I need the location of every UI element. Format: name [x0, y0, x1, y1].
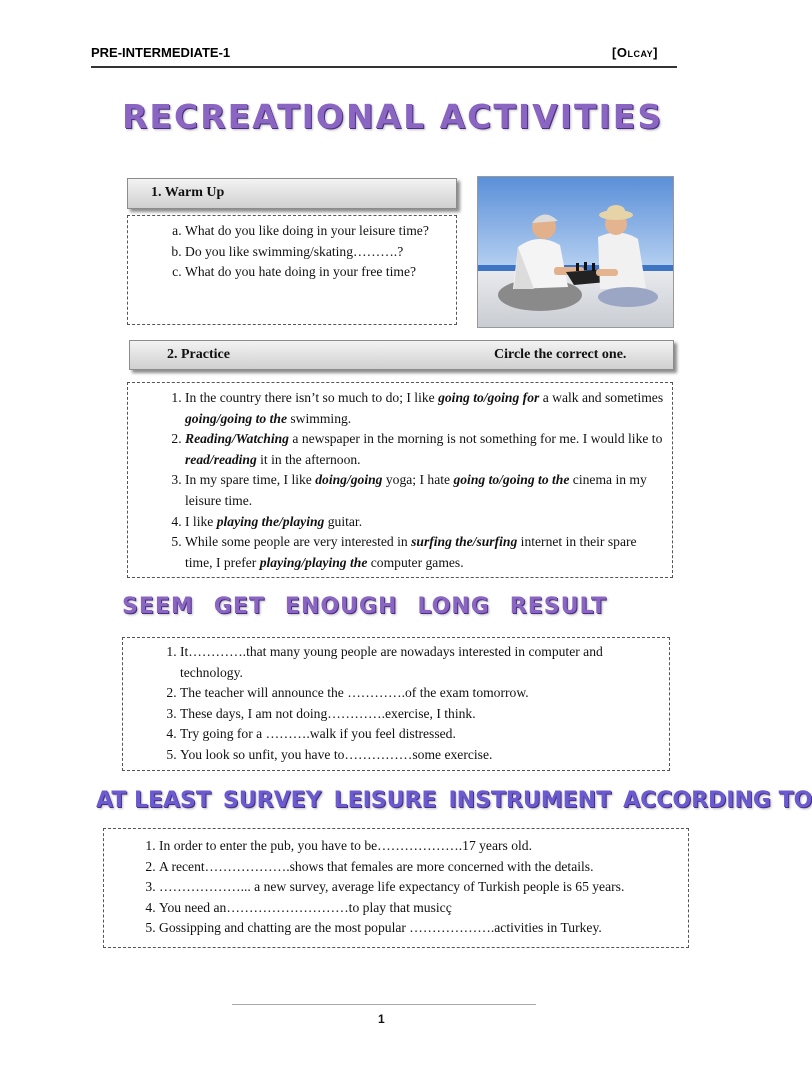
warmup-question-box: [127, 215, 457, 325]
warmup-heading-bar: [127, 178, 457, 209]
sentence-text: computer games.: [367, 554, 464, 570]
list-item: 4. You need an………………………to play that musicç: [159, 898, 689, 919]
warmup-heading: 1. Warm Up: [151, 185, 225, 200]
list-item: 5. Gossipping and chatting are the most popular ……………….activities in Turkey.: [159, 918, 689, 939]
word-bank-item: SURVEY: [222, 788, 322, 813]
practice-item: [185, 388, 667, 429]
practice-heading: 2. Practice: [167, 347, 230, 362]
practice-item: [185, 532, 667, 573]
list-item: b. Do you like swimming/skating……….?: [185, 242, 450, 263]
practice-heading-bar: [129, 340, 674, 370]
practice-item: [185, 470, 667, 511]
answer-choice: Reading/Watching: [185, 431, 289, 447]
header-author: [Olcay]: [612, 45, 658, 60]
answer-choice: doing/going: [315, 472, 383, 488]
sentence-text: internet in their spare time, I prefer: [185, 534, 637, 570]
list-item: 3. These days, I am not doing………….exercise, I think.: [180, 704, 660, 725]
word-bank-item: ACCORDING TO: [623, 788, 812, 813]
list-item: 5. You look so unfit, you have to……………some exercise.: [180, 745, 660, 766]
word-bank-item: ENOUGH: [284, 594, 398, 619]
answer-choice: surfing the/surfing: [411, 534, 518, 550]
list-item: c. What do you hate doing in your free time?: [185, 262, 450, 283]
list-item: 3. ………………... a new survey, average life expectancy of Turkish people is 65 years.: [159, 877, 689, 898]
answer-choice: going to/going for: [438, 390, 540, 405]
sentence-text: In the country there isn’t so much to do; I like: [185, 390, 439, 405]
sentence-text: I like: [185, 513, 217, 529]
answer-choice: going to/going to the: [453, 472, 570, 488]
practice-item: [185, 512, 667, 533]
practice-instruction: Circle the correct one.: [494, 347, 627, 362]
exercise-1-box: [122, 637, 670, 771]
header-divider: [91, 66, 677, 68]
word-bank-item: RESULT: [509, 594, 607, 619]
sentence-text: In my spare time, I like: [185, 472, 316, 488]
word-bank-1: [122, 594, 607, 619]
word-bank-item: LEISURE: [333, 788, 437, 813]
answer-choice: playing the/playing: [216, 513, 325, 529]
exercise-2-list: [159, 836, 689, 939]
sentence-text: swimming.: [286, 410, 352, 426]
exercise-1-list: [180, 642, 660, 766]
list-item: 4. Try going for a ……….walk if you feel distressed.: [180, 724, 660, 745]
list-item: 1. It………….that many young people are nowadays interested in computer and technology.: [180, 642, 660, 683]
header-left-title: PRE-INTERMEDIATE-1: [91, 45, 231, 60]
list-item: 2. The teacher will announce the ………….of the exam tomorrow.: [180, 683, 660, 704]
answer-choice: read/reading: [185, 451, 257, 467]
word-bank-item: LONG: [417, 594, 490, 619]
word-bank-item: SEEM: [122, 594, 194, 619]
practice-item: [185, 429, 667, 470]
footer-divider: [232, 1004, 536, 1005]
sentence-text: it in the afternoon.: [256, 451, 361, 467]
sentence-text: a newspaper in the morning is not something for me. I would like to: [288, 431, 663, 447]
answer-choice: playing/playing the: [259, 554, 368, 570]
sentence-text: guitar.: [324, 513, 363, 529]
word-bank-item: GET: [213, 594, 265, 619]
list-item: 1. In order to enter the pub, you have to be……………….17 years old.: [159, 836, 689, 857]
exercise-2-box: [103, 828, 689, 948]
practice-box: [127, 382, 673, 578]
word-bank-2: [96, 788, 812, 813]
list-item: 2. A recent……………….shows that females are more concerned with the details.: [159, 857, 689, 878]
word-bank-item: AT LEAST: [96, 788, 211, 813]
answer-choice: going/going to the: [185, 410, 287, 426]
word-bank-item: INSTRUMENT: [448, 788, 612, 813]
page-title: RECREATIONAL ACTIVITIES: [122, 97, 664, 136]
sentence-text: a walk and sometimes: [539, 390, 664, 405]
page-number: 1: [378, 1012, 385, 1026]
sentence-text: cinema in my leisure time.: [185, 472, 647, 508]
chess-players-photo: [477, 176, 674, 328]
warmup-list: [185, 221, 450, 283]
sentence-text: yoga; I hate: [382, 472, 454, 488]
sentence-text: While some people are very interested in: [185, 534, 412, 550]
list-item: a. What do you like doing in your leisure time?: [185, 221, 450, 242]
practice-list: [185, 388, 667, 573]
